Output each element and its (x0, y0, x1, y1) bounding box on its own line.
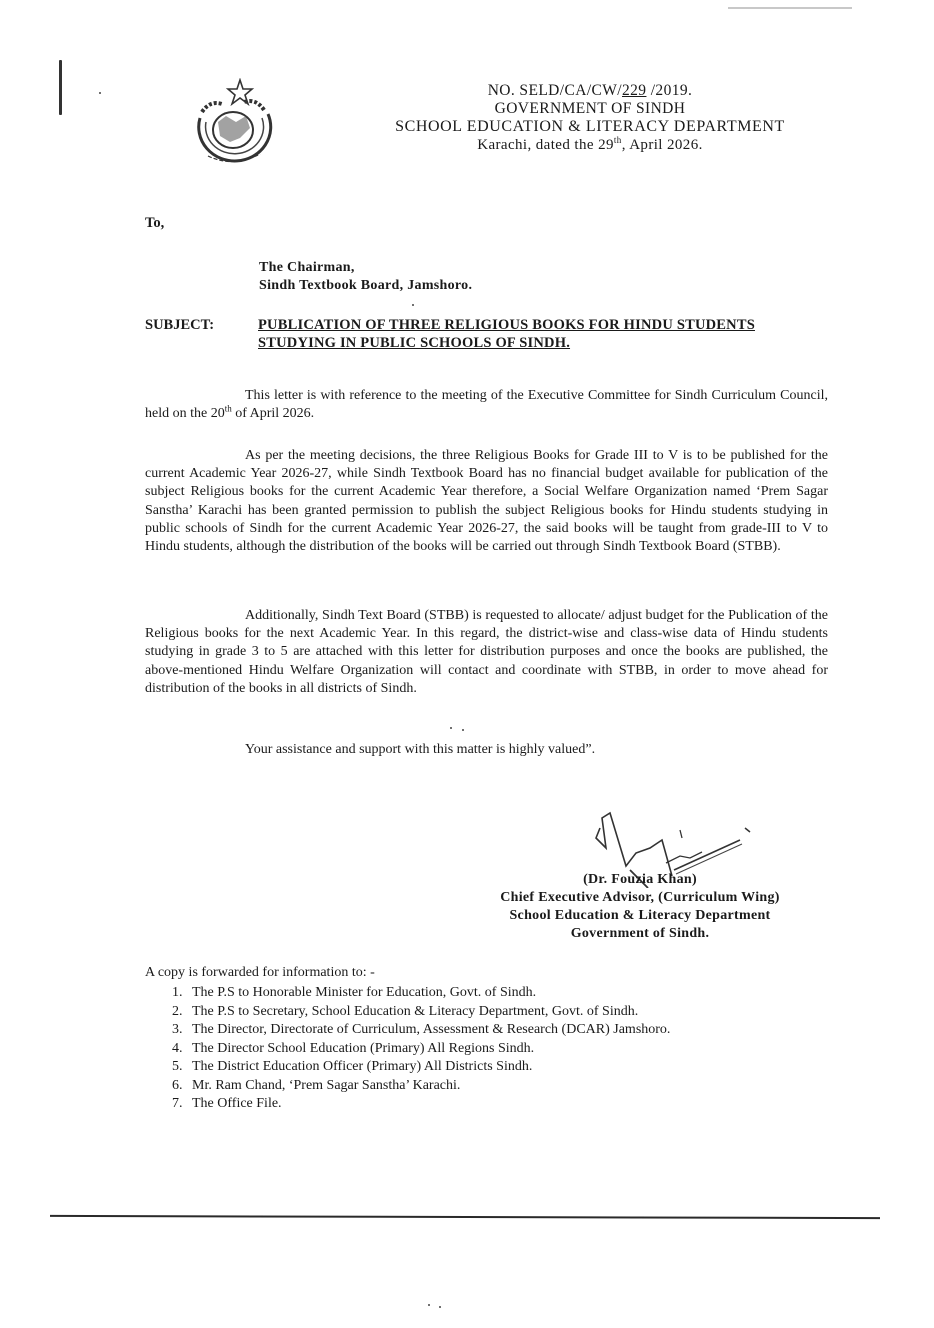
paragraph-decision (145, 447, 828, 556)
subject-text: PUBLICATION OF THREE RELIGIOUS BOOKS FOR HINDU STUDENTS STUDYING IN PUBLIC SCHOOLS OF SINDH. (258, 317, 755, 351)
paragraph-reference (145, 387, 828, 423)
copy-recipient-list (172, 984, 670, 1114)
para2-text: As per the meeting decisions, the three Religious Books for Grade III to V is to be published for the current Academic Year 2026-27, while Sindh Textbook Board has no financial budget available for publication of the subject Religious books for the current Academic Year therefore, a Social Welfare Organization named ‘Prem Sagar Sanstha’ Karachi has been granted permission to publish the subject Religious books for Hindu students studying in public schools of Sindh for the current Academic Year 2026-27, the said books will be taught from grade-III to V to Hindu students, although the distribution of the books will be carried out through Sindh Textbook Board (STBB). (145, 448, 828, 555)
item-number: 7. (172, 1096, 183, 1111)
copy-forwarded-intro: A copy is forwarded for information to: - (145, 965, 375, 980)
scan-speck (412, 304, 414, 306)
scan-speck (99, 92, 101, 94)
reference-prefix: NO. SELD/CA/CW/ (487, 82, 622, 99)
signatory-name: (Dr. Fouzia Khan) (583, 872, 697, 887)
addressee (259, 259, 472, 295)
item-number: 2. (172, 1003, 183, 1019)
subject-label: SUBJECT: (145, 317, 215, 333)
copy-recipient-item (172, 1077, 670, 1096)
addressee-title: The Chairman, (259, 260, 355, 275)
government-title: GOVERNMENT OF SINDH (494, 100, 686, 117)
signatory-department: School Education & Literacy Department (509, 908, 771, 923)
scan-edge-line (728, 7, 852, 9)
item-text: The District Education Officer (Primary) All Districts Sindh. (192, 1059, 533, 1074)
closing-line: Your assistance and support with this matter is highly valued”. (245, 742, 596, 757)
item-text: The Director, Directorate of Curriculum, Assessment & Research (DCAR) Jamshoro. (192, 1022, 671, 1037)
item-number: 3. (172, 1022, 183, 1037)
copy-recipient-item (172, 1095, 670, 1114)
date-ordinal: th (613, 135, 622, 145)
date-suffix: , April 2026. (621, 137, 703, 153)
addressee-organization: Sindh Textbook Board, Jamshoro. (259, 278, 473, 293)
item-text: Mr. Ram Chand, ‘Prem Sagar Sanstha’ Karachi. (192, 1077, 461, 1093)
item-number: 6. (172, 1077, 183, 1093)
government-seal-icon (190, 78, 276, 170)
copy-recipient-item (172, 1058, 670, 1077)
copy-recipient-item (172, 984, 670, 1003)
item-text: The Director School Education (Primary) All Regions Sindh. (192, 1040, 535, 1056)
letterhead (330, 82, 850, 154)
copy-recipient-item (172, 1003, 670, 1022)
reference-serial: 229 (622, 82, 647, 99)
signatory-title: Chief Executive Advisor, (Curriculum Wing) (500, 890, 780, 905)
item-text: The Office File. (192, 1096, 282, 1111)
copy-recipient-item (172, 1021, 670, 1040)
to-label: To, (145, 215, 165, 231)
paragraph-budget-request (145, 607, 828, 698)
signatory-government: Government of Sindh. (570, 926, 710, 941)
scan-speck (439, 1306, 441, 1308)
item-number: 4. (172, 1040, 183, 1056)
item-number: 1. (172, 985, 183, 1000)
date-prefix: Karachi, dated the 29 (477, 137, 614, 153)
signature-block (470, 871, 810, 943)
item-number: 5. (172, 1059, 183, 1074)
para1-ordinal: th (224, 403, 232, 414)
letter-date (330, 136, 850, 154)
reference-suffix: /2019. (646, 82, 693, 99)
scan-speck (450, 727, 452, 729)
margin-pen-mark (59, 60, 62, 115)
item-text: The P.S to Secretary, School Education & Literacy Department, Govt. of Sindh. (192, 1003, 639, 1019)
para3-text: Additionally, Sindh Text Board (STBB) is requested to allocate/ adjust budget for the Publication of the Religious books for the next Academic Year. In this regard, the district-wise and class-wise data of Hindu students studying in grade 3 to 5 are attached with this letter for distribution purposes and once the books are published, the above-mentioned Hindu Welfare Organization will contact and coordinate with STBB, in order to move ahead for distribution of the books in all districts of Sindh. (145, 608, 828, 696)
department-title: SCHOOL EDUCATION & LITERACY DEPARTMENT (395, 118, 785, 135)
para1-suffix: of April 2026. (231, 406, 315, 422)
para1-text: This letter is with reference to the meeting of the Executive Committee for Sindh Curriculum Council, held on the 20 (145, 388, 828, 422)
footer-rule (50, 1215, 880, 1219)
scan-speck (428, 1304, 430, 1306)
scan-speck (462, 729, 464, 731)
reference-number (330, 82, 850, 100)
item-text: The P.S to Honorable Minister for Education, Govt. of Sindh. (192, 985, 537, 1000)
copy-recipient-item (172, 1040, 670, 1059)
